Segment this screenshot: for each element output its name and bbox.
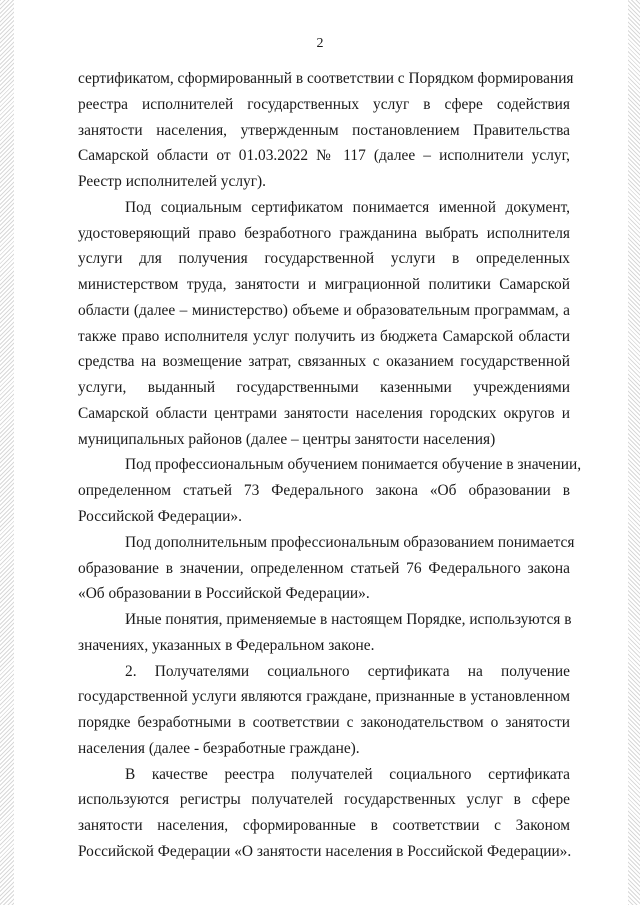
paragraph-line: значениях, указанных в Федеральном законе.	[78, 636, 375, 654]
paragraph	[78, 659, 570, 762]
paragraph-line: министерством труда, занятости и миграционной политики Самарской	[78, 276, 570, 294]
paragraph-line: Российской Федерации».	[78, 508, 242, 526]
paragraph-line: В качестве реестра получателей социального сертификата	[125, 765, 570, 783]
paragraph-line: Реестр исполнителей услуг).	[78, 173, 266, 191]
scan-edge-left	[0, 0, 14, 905]
paragraph-line: населения (далее - безработные граждане).	[78, 739, 360, 757]
paragraph-line: услуги, выданный государственными казенными учреждениями	[78, 379, 570, 397]
paragraph-line: используются регистры получателей государственных услуг в сфере	[78, 791, 570, 809]
paragraph-line: средства на возмещение затрат, связанных с оказанием государственной	[78, 353, 570, 371]
paragraph-line: Под социальным сертификатом понимается именной документ,	[125, 198, 570, 216]
paragraph	[78, 607, 570, 659]
paragraph-line: определенном статьей 73 Федерального закона «Об образовании в	[78, 482, 570, 500]
paragraph-line: Российской Федерации «О занятости населения в Российской Федерации».	[78, 842, 572, 860]
paragraph-line: Самарской области от 01.03.2022 № 117 (далее – исполнители услуг,	[78, 147, 570, 165]
paragraph	[78, 195, 570, 453]
paragraph-line: 2. Получателями социального сертификата на получение	[125, 662, 570, 680]
paragraph	[78, 66, 574, 195]
paragraph-line: Под дополнительным профессиональным образованием понимается	[125, 533, 575, 551]
paragraph-line: удостоверяющий право безработного гражданина выбрать исполнителя	[78, 224, 570, 242]
paragraph-line: образование в значении, определенном статьей 76 Федерального закона	[78, 559, 570, 577]
paragraph	[78, 452, 582, 529]
paragraph-line: государственной услуги являются граждане, признанные в установленном	[78, 688, 570, 706]
paragraph-line: Под профессиональным обучением понимается обучение в значении,	[125, 456, 582, 474]
scan-edge-right	[628, 0, 640, 905]
paragraph-line: также право исполнителя услуг получить из бюджета Самарской области	[78, 327, 570, 345]
paragraph	[78, 762, 570, 865]
paragraph-line: Иные понятия, применяемые в настоящем Порядке, используются в	[125, 611, 572, 629]
paragraph-line: занятости населения, утвержденным постановлением Правительства	[78, 121, 570, 139]
paragraph-line: занятости населения, сформированные в соответствии с Законом	[78, 817, 570, 835]
paragraph-line: услуги для получения государственной услуги в определенных	[78, 250, 570, 268]
paragraph-line: муниципальных районов (далее – центры занятости населения)	[78, 430, 496, 448]
paragraph-line: реестра исполнителей государственных услуг в сфере содействия	[78, 95, 570, 113]
paragraph-line: Самарской области центрами занятости населения городских округов и	[78, 404, 570, 422]
paragraph-line: «Об образовании в Российской Федерации».	[78, 585, 370, 603]
paragraph	[78, 530, 575, 607]
paragraph-line: порядке безработными в соответствии с законодательством о занятости	[78, 714, 570, 732]
paragraph-line: области (далее – министерство) объеме и образовательным программам, а	[78, 301, 570, 319]
page-number: 2	[316, 36, 324, 51]
document-body	[78, 66, 582, 865]
paragraph-line: сертификатом, сформированный в соответствии с Порядком формирования	[78, 70, 574, 87]
